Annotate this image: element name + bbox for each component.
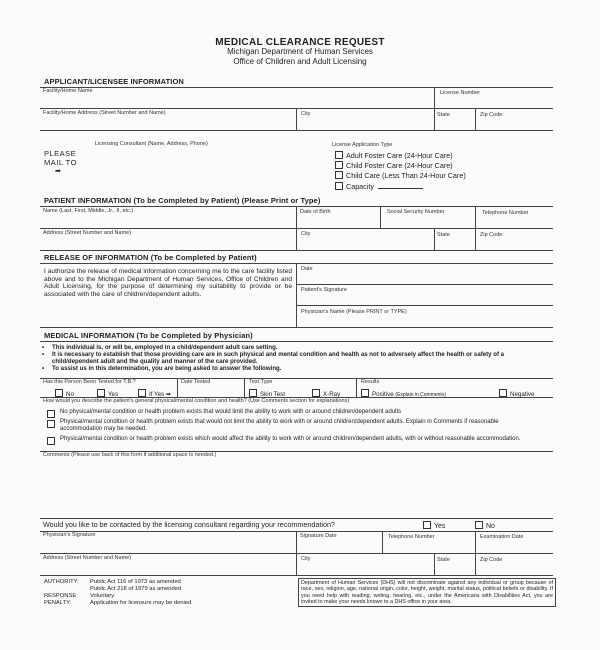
physician-signature-field[interactable]: Physician's Signature — [43, 532, 96, 538]
results-label: Results — [361, 379, 380, 385]
physician-state-field[interactable]: State — [437, 557, 450, 563]
department-name: Michigan Department of Human Services — [227, 47, 373, 56]
negative-option[interactable]: Negative — [499, 389, 534, 398]
authority-block: AUTHORITY: Public Act 116 of 1973 as amended Public Act 218 of 1979 as amended RESPONSE: Voluntary PENALTY: Application for licensure may be denied. — [44, 579, 193, 606]
form-title: MEDICAL CLEARANCE REQUEST — [215, 37, 385, 48]
facility-state-field[interactable]: State — [437, 112, 450, 118]
tb-test-question: Has this Person Been Tested for T.B.? — [43, 379, 136, 385]
checkbox-icon[interactable] — [361, 389, 369, 397]
checkbox-icon[interactable] — [335, 161, 343, 169]
office-name: Office of Children and Adult Licensing — [233, 57, 367, 66]
checkbox-icon[interactable] — [335, 151, 343, 159]
checkbox-icon[interactable] — [47, 420, 55, 428]
patient-name-field[interactable]: Name (Last, First, Middle, Jr., II, etc.) — [43, 208, 134, 214]
physician-address-field[interactable]: Address (Street Number and Name) — [43, 555, 132, 561]
checkbox-icon[interactable] — [138, 389, 146, 397]
contact-yes-option[interactable]: Yes — [423, 521, 445, 530]
contact-question: Would you like to be contacted by the licensing consultant regarding your recommendation? — [43, 520, 335, 529]
patient-state-field[interactable]: State — [437, 232, 450, 238]
instruction-item: • It is necessary to establish that those providing care are in such physical and mental condition and health as not to adversely affect the health or safety of a child/dependent adult and the quality and manner of the care provided. — [40, 352, 550, 366]
type-adult-foster-care[interactable]: Adult Foster Care (24-Hour Care) — [335, 151, 466, 161]
checkbox-icon[interactable] — [335, 171, 343, 179]
patient-dob-field[interactable]: Date of Birth — [300, 209, 331, 215]
license-type-label: License Application Type — [332, 142, 393, 148]
release-section-title: RELEASE OF INFORMATION (To be Completed by Patient) — [44, 253, 257, 262]
facility-zip-field[interactable]: Zip Code — [480, 112, 503, 118]
patient-address-field[interactable]: Address (Street Number and Name) — [43, 230, 132, 236]
patient-signature-field[interactable]: Patient's Signature — [301, 287, 347, 293]
physician-name-field[interactable]: Physician's Name (Please PRINT or TYPE) — [301, 309, 407, 315]
physician-city-field[interactable]: City — [301, 556, 311, 562]
condition-option-2[interactable]: Physical/mental condition or health problem exists that would not limit the ability to work with or around children/dependent adults. Explain in Comments if reasonable accommodation may be needed. — [60, 419, 499, 432]
condition-option-3[interactable]: Physical/mental condition or health problem exists which would affect the ability to work with or around children/dependent adults, with or without reasonable accommodation. — [60, 436, 521, 442]
checkbox-icon[interactable] — [499, 389, 507, 397]
patient-city-field[interactable]: City — [301, 231, 311, 237]
patient-zip-field[interactable]: Zip Code — [480, 232, 503, 238]
license-number-field[interactable]: License Number — [440, 90, 481, 96]
arrow-right-icon: ➡ — [165, 391, 172, 398]
positive-option[interactable]: Positive (Explain in Comments) — [361, 389, 446, 398]
instruction-item: • To assist us in this determination, you are being asked to answer the following. — [40, 366, 550, 373]
release-date-field[interactable]: Date — [301, 266, 313, 272]
type-child-care[interactable]: Child Care (Less Than 24-Hour Care) — [335, 171, 466, 181]
patient-phone-field[interactable]: Telephone Number — [482, 210, 529, 216]
instruction-item: • This individual is, or will be, employed in a child/dependent adult care setting. — [40, 345, 550, 352]
facility-city-field[interactable]: City — [301, 111, 311, 117]
tb-yes-option[interactable]: Yes — [97, 389, 118, 398]
facility-name-field[interactable]: Facility/Home Name — [43, 88, 93, 94]
consultant-field[interactable]: Licensing Consultant (Name, Address, Phone) — [95, 141, 208, 147]
nondiscrimination-notice: Department of Human Services (DHS) will not discriminate against any individual or group because of race, sex, religion, age, national origin, color, height, weight, marital status, political beliefs or disability. If you need help with reading, writing, hearing, etc., under the Americans with Disabilities Act, you are invited to make your needs known to a DHS office in your area. — [298, 578, 556, 607]
license-type-options — [335, 151, 466, 192]
please-mail-to: PLEASE MAIL TO ➡ — [44, 149, 77, 175]
medical-section-title: MEDICAL INFORMATION (To be Completed by Physician) — [44, 331, 253, 340]
type-capacity[interactable]: Capacity — [335, 182, 466, 192]
test-type-label: Test Type — [249, 379, 273, 385]
signature-date-field[interactable]: Signature Date — [300, 533, 337, 539]
checkbox-icon[interactable] — [249, 389, 257, 397]
condition-question: How would you describe the patient's general physical/mental condition and health? (Use Comments section for explanations) — [43, 398, 350, 404]
arrow-right-icon: ➡ — [55, 168, 62, 175]
checkbox-icon[interactable] — [475, 521, 483, 529]
checkbox-icon[interactable] — [47, 410, 55, 418]
checkbox-icon[interactable] — [47, 437, 55, 445]
examination-date-field[interactable]: Examination Date — [480, 534, 524, 540]
facility-address-field[interactable]: Facility/Home Address (Street Number and Name) — [43, 110, 166, 116]
physician-zip-field[interactable]: Zip Code — [480, 557, 503, 563]
physician-phone-field[interactable]: Telephone Number — [388, 534, 435, 540]
tb-if-yes: If Yes ➡ — [138, 389, 171, 398]
tb-no-option[interactable]: No — [55, 389, 74, 398]
checkbox-icon[interactable] — [335, 182, 343, 190]
checkbox-icon[interactable] — [55, 389, 63, 397]
date-tested-field[interactable]: Date Tested — [181, 379, 211, 385]
condition-option-1[interactable]: No physical/mental condition or health problem exists that would limit the ability to work with or around children/dependent adults — [60, 409, 402, 415]
checkbox-icon[interactable] — [312, 389, 320, 397]
skin-test-option[interactable]: Skin Test — [249, 389, 285, 398]
contact-no-option[interactable]: No — [475, 521, 495, 530]
patient-ssn-field[interactable]: Social Security Number — [387, 209, 445, 215]
medical-instructions-list — [40, 345, 550, 373]
xray-option[interactable]: X-Ray — [312, 389, 340, 398]
patient-section-title: PATIENT INFORMATION (To be Completed by Patient) (Please Print or Type) — [44, 196, 321, 205]
applicant-section-title: APPLICANT/LICENSEE INFORMATION — [44, 77, 184, 86]
release-authorization-text: I authorize the release of medical information concerning me to the care facility listed above and to the Michigan Department of Human Services, Office of Children and Adult Licensing, for the purpose of determining my suitability to provide or be associated with the care of children/dependent adults. — [44, 268, 292, 298]
checkbox-icon[interactable] — [423, 521, 431, 529]
checkbox-icon[interactable] — [97, 389, 105, 397]
comments-field[interactable]: Comments (Please use back of this form if additional space is needed.) — [43, 452, 217, 458]
type-child-foster-care[interactable]: Child Foster Care (24-Hour Care) — [335, 161, 466, 171]
